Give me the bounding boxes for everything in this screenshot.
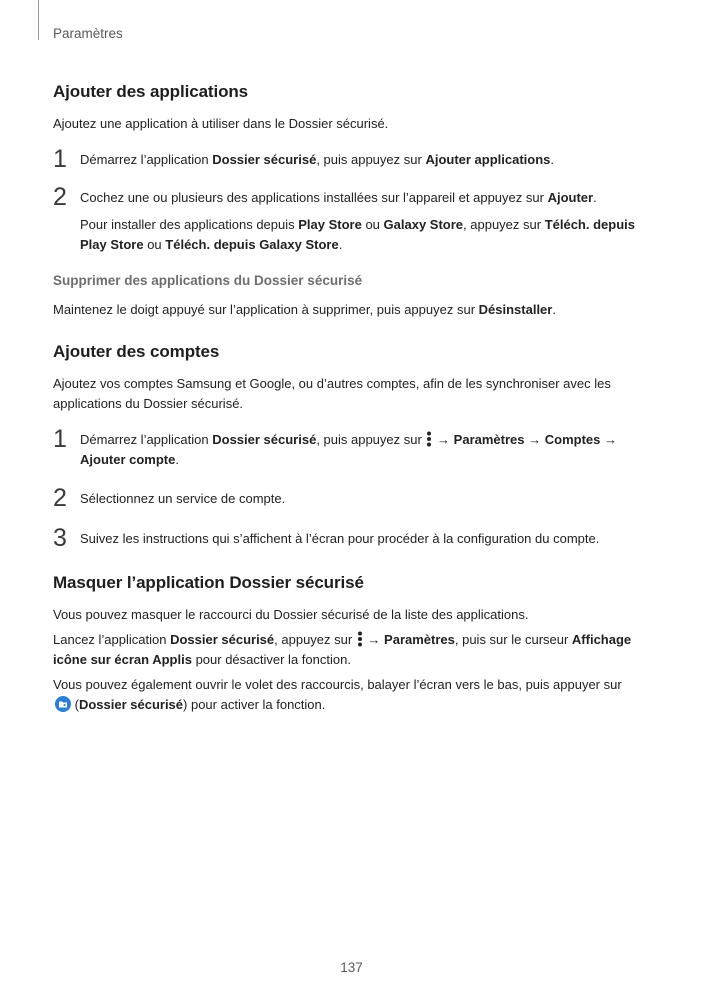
step-number: 3 [53,524,67,552]
more-options-icon [426,431,432,447]
section-title-hide-app: Masquer l’application Dossier sécurisé [53,573,364,592]
hide-app-p2: Lancez l’application Dossier sécurisé, appuyez sur → Paramètres, puis sur le curseur Affichage icône sur écran Applis pour désactiver la fonction. [53,632,632,667]
remove-apps-text: Maintenez le doigt appuyé sur l’application à supprimer, puis appuyez sur Désinstaller. [53,302,556,317]
add-accounts-step-1: 1 Démarrez l’application Dossier sécurisé, puis appuyez sur → Paramètres → Comptes → Ajouter compte. [53,425,617,467]
subsection-title-remove-apps: Supprimer des applications du Dossier sécurisé [53,273,363,288]
step-number: 1 [53,425,67,453]
more-options-icon [357,631,363,647]
step-number: 1 [53,145,67,173]
add-apps-step-2: 2 Cochez une ou plusieurs des applications installées sur l’appareil et appuyez sur Ajouter. [53,183,597,211]
hide-app-p1: Vous pouvez masquer le raccourci du Dossier sécurisé de la liste des applications. [53,607,529,622]
section-title-add-apps: Ajouter des applications [53,82,249,101]
add-apps-note: Pour installer des applications depuis Play Store ou Galaxy Store, appuyez sur Téléch. depuis Play Store ou Téléch. depuis Galaxy Store. [80,217,635,252]
add-accounts-intro: Ajoutez vos comptes Samsung et Google, ou d’autres comptes, afin de les synchroniser avec les applications du Dossier sécurisé. [53,376,611,411]
header-rule [38,0,39,40]
step-number: 2 [53,183,67,211]
add-accounts-step-2: 2 Sélectionnez un service de compte. [53,484,286,512]
section-title-add-accounts: Ajouter des comptes [53,342,220,361]
page-content [53,82,643,715]
page-number: 137 [340,960,363,975]
secure-folder-icon [55,696,71,712]
running-header: Paramètres [53,26,123,41]
hide-app-p3: Vous pouvez également ouvrir le volet des raccourcis, balayer l’écran vers le bas, puis appuyer sur (Dossier sécurisé) pour activer la fonction. [53,677,622,712]
add-accounts-step-3: 3 Suivez les instructions qui s’affichent à l’écran pour procéder à la configuration du compte. [53,524,600,552]
add-apps-step-1: 1 Démarrez l’application Dossier sécurisé, puis appuyez sur Ajouter applications. [53,145,555,173]
step-number: 2 [53,484,67,512]
add-apps-intro: Ajoutez une application à utiliser dans le Dossier sécurisé. [53,116,389,131]
